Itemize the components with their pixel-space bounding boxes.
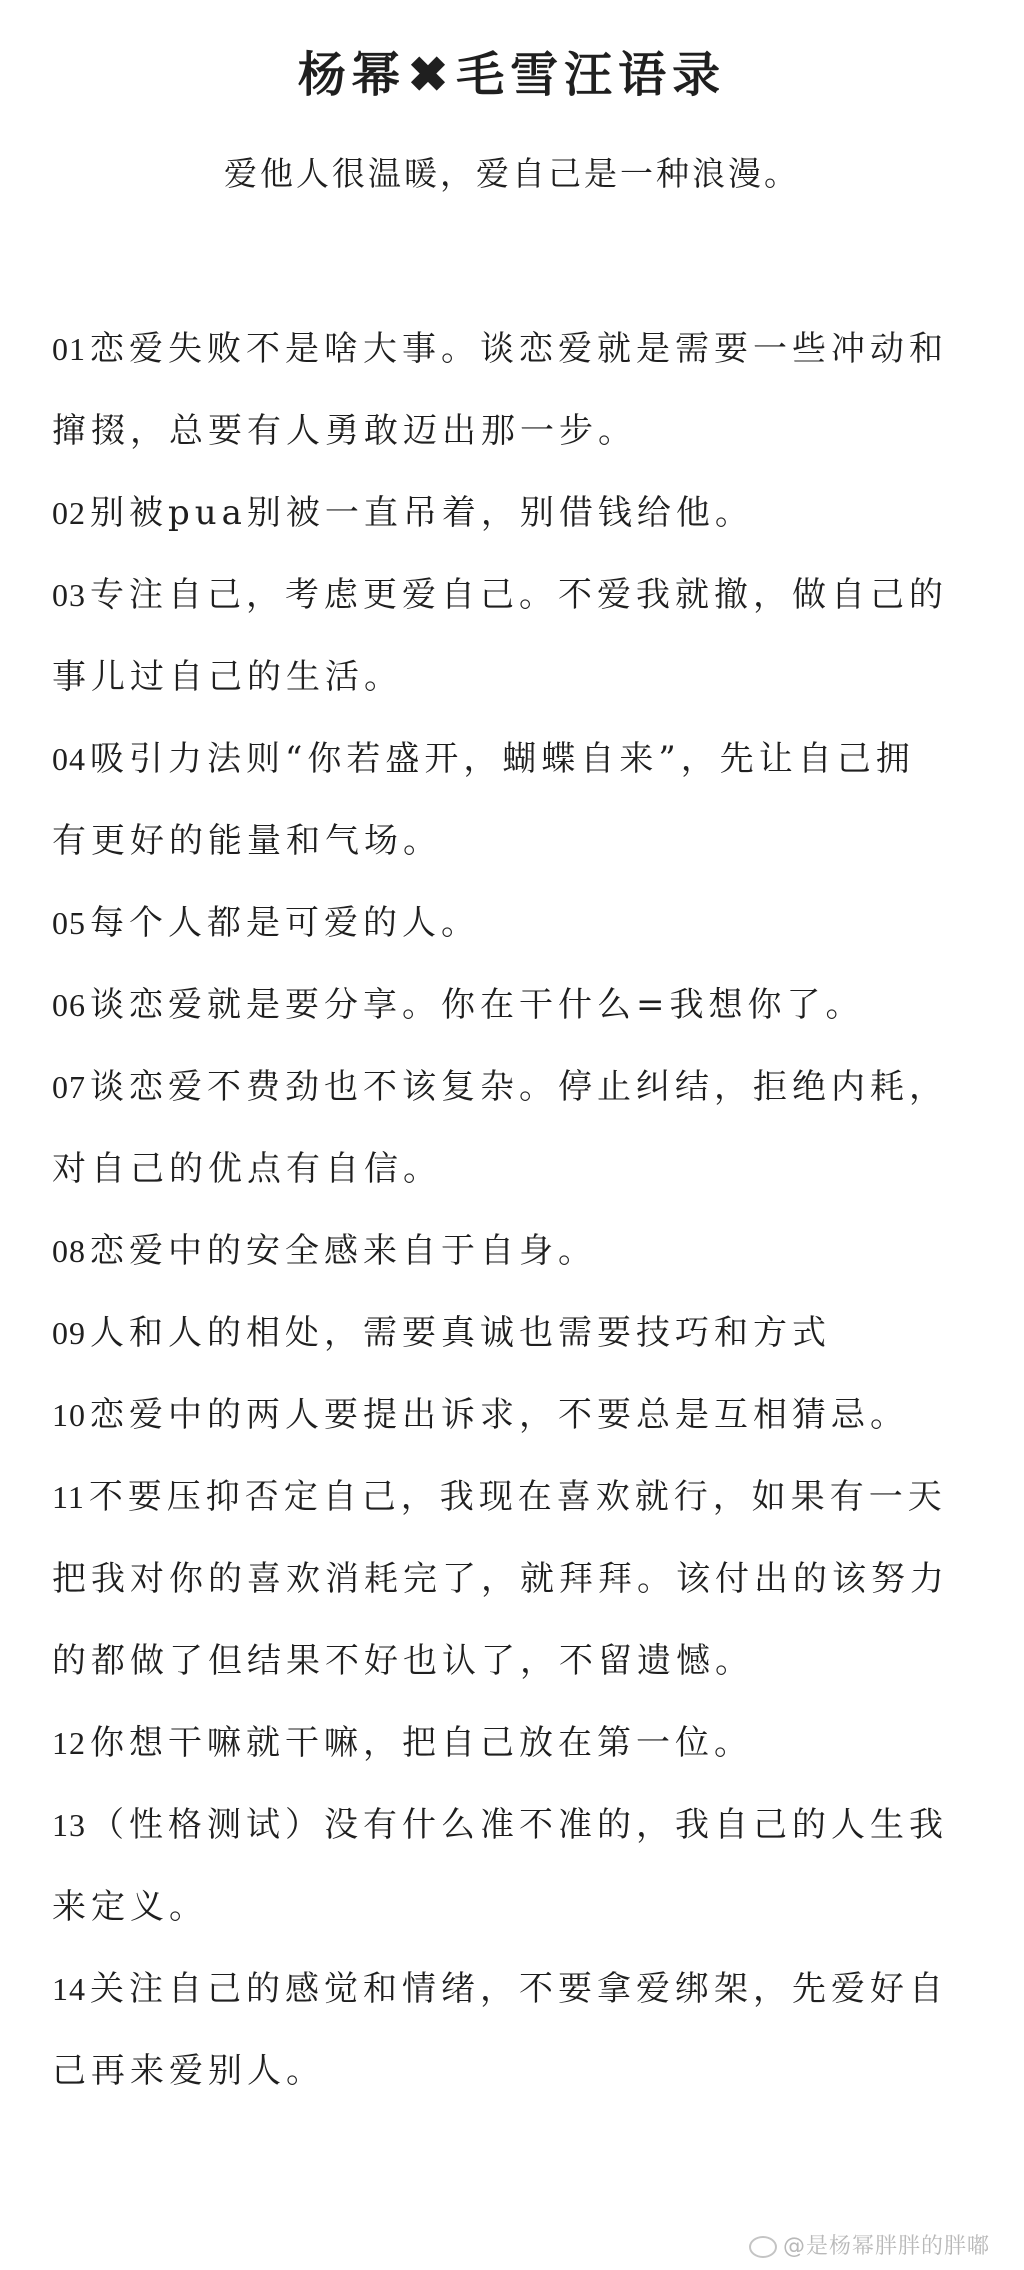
- quote-text: 谈恋爱就是要分享。你在干什么=我想你了。: [90, 985, 865, 1025]
- quote-item: [52, 1784, 952, 1948]
- quote-item: [52, 1948, 952, 2112]
- quote-text: 人和人的相处，需要真诚也需要技巧和方式: [90, 1313, 831, 1353]
- quote-item: [52, 882, 952, 964]
- quote-text: 每个人都是可爱的人。: [90, 903, 480, 943]
- quote-item: [52, 1210, 952, 1292]
- quote-text: 关注自己的感觉和情绪，不要拿爱绑架，先爱好自己再来爱别人。: [52, 1969, 948, 2091]
- quote-text: 谈恋爱不费劲也不该复杂。停止纠结，拒绝内耗，对自己的优点有自信。: [52, 1067, 948, 1189]
- quote-number: 03: [52, 577, 86, 613]
- quote-text: 你想干嘛就干嘛，把自己放在第一位。: [90, 1723, 753, 1763]
- weibo-icon: [749, 2236, 777, 2258]
- quote-text: 专注自己，考虑更爱自己。不爱我就撤，做自己的事儿过自己的生活。: [52, 575, 948, 697]
- page-title: [0, 36, 1024, 105]
- quote-number: 10: [52, 1397, 86, 1433]
- quote-number: 14: [52, 1971, 86, 2007]
- quote-text: （性格测试）没有什么准不准的，我自己的人生我来定义。: [52, 1805, 948, 1927]
- quote-number: 07: [52, 1069, 86, 1105]
- quote-number: 02: [52, 495, 86, 531]
- quote-number: 09: [52, 1315, 86, 1351]
- quote-item: [52, 1456, 952, 1702]
- quote-item: [52, 964, 952, 1046]
- watermark-text: @是杨幂胖胖的胖嘟: [782, 2234, 990, 2259]
- quote-item: [52, 554, 952, 718]
- quote-item: [52, 1046, 952, 1210]
- quote-text: 别被pua别被一直吊着，别借钱给他。: [90, 493, 754, 533]
- watermark: [749, 2229, 990, 2260]
- quote-text: 吸引力法则“你若盛开，蝴蝶自来”，先让自己拥有更好的能量和气场。: [52, 739, 915, 861]
- quote-number: 08: [52, 1233, 86, 1269]
- quote-item: [52, 718, 952, 882]
- quote-number: 05: [52, 905, 86, 941]
- title-left: 杨幂: [297, 47, 406, 103]
- quote-item: [52, 1292, 952, 1374]
- quote-text: 恋爱失败不是啥大事。谈恋爱就是需要一些冲动和撺掇，总要有人勇敢迈出那一步。: [52, 329, 948, 451]
- cross-icon: ✖: [407, 47, 455, 103]
- quote-list: [52, 308, 952, 2112]
- quote-text: 恋爱中的安全感来自于自身。: [90, 1231, 597, 1271]
- quote-text: 恋爱中的两人要提出诉求，不要总是互相猜忌。: [90, 1395, 909, 1435]
- quote-number: 01: [52, 331, 86, 367]
- quote-number: 11: [52, 1479, 85, 1515]
- quote-number: 13: [52, 1807, 86, 1843]
- quote-item: [52, 1702, 952, 1784]
- title-right: 毛雪汪语录: [456, 47, 727, 103]
- quote-item: [52, 472, 952, 554]
- quote-item: [52, 308, 952, 472]
- quote-number: 04: [52, 741, 86, 777]
- quote-item: [52, 1374, 952, 1456]
- quote-text: 不要压抑否定自己，我现在喜欢就行，如果有一天把我对你的喜欢消耗完了，就拜拜。该付出的该努力的都做了但结果不好也认了，不留遗憾。: [52, 1477, 949, 1681]
- quote-number: 06: [52, 987, 86, 1023]
- quote-number: 12: [52, 1725, 86, 1761]
- page-subtitle: 爱他人很温暖，爱自己是一种浪漫。: [224, 154, 800, 193]
